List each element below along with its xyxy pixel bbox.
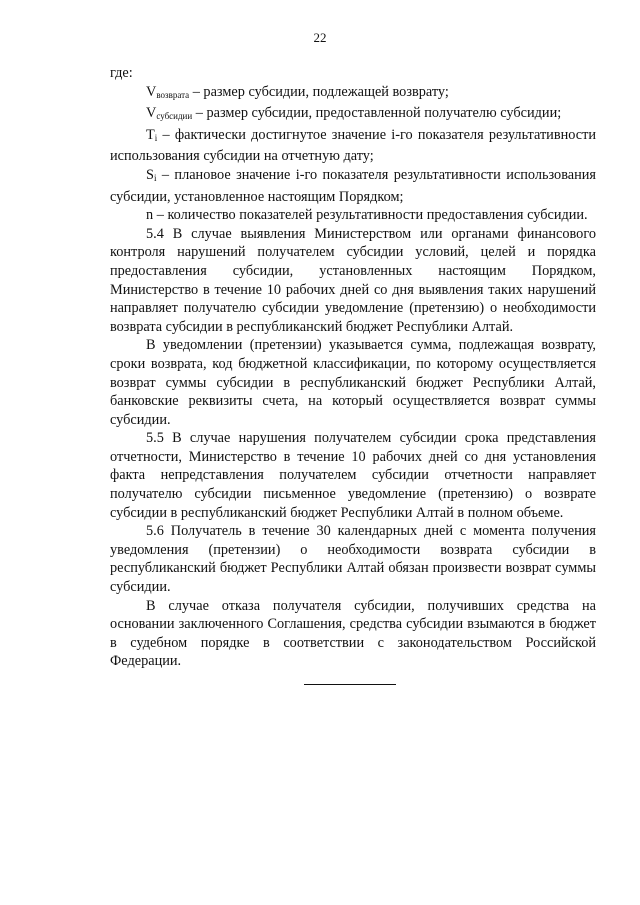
definition-v-return bbox=[110, 83, 596, 105]
definition-symbol: S bbox=[146, 166, 154, 183]
paragraph-5-5: 5.5 В случае нарушения получателем субсидии срока представления отчетности, Министерство в течение 10 рабочих дней со дня установления факта непредставления получателем субсидии отчетности направляет получателю субсидии письменное уведомление (претензию) о возврате субсидии в республиканский бюджет Республики Алтай в полном объеме. bbox=[110, 430, 596, 521]
definition-subscript: субсидии bbox=[156, 111, 193, 122]
paragraph-5-4: 5.4 В случае выявления Министерством или органами финансового контроля нарушений получателем субсидии условий, целей и порядка предоставления субсидии, установленных настоящим Порядком, Министерство в течение 10 рабочих дней со дня выявления таких нарушений направляет получателю субсидии уведомление (претензию) о необходимости возврата субсидии в республиканский бюджет Республики Алтай. bbox=[110, 225, 596, 335]
definition-symbol: n bbox=[146, 207, 154, 224]
definition-symbol: T bbox=[146, 126, 155, 143]
definition-n bbox=[110, 206, 596, 225]
definition-text: – количество показателей результативности предоставления субсидии. bbox=[153, 207, 588, 224]
definition-subscript: возврата bbox=[156, 89, 190, 100]
definition-subscript: i bbox=[153, 172, 157, 183]
definition-text: – плановое значение i-го показателя результативности использования субсидии, установленное настоящим Порядком; bbox=[110, 166, 596, 205]
definition-symbol: V bbox=[146, 83, 157, 100]
end-separator-line bbox=[304, 684, 396, 685]
definition-text: – фактически достигнутое значение i-го показателя результативности использования субсидии на отчетную дату; bbox=[110, 126, 596, 165]
document-body bbox=[110, 64, 596, 671]
definition-text: – размер субсидии, предоставленной получателю субсидии; bbox=[192, 105, 562, 122]
intro-text: где: bbox=[110, 65, 133, 81]
paragraph-refusal: В случае отказа получателя субсидии, получивших средства на основании заключенного Соглашения, средства субсидии взымаются в бюджет в судебном порядке в соответствии с законодательством Российской Федерации. bbox=[110, 597, 596, 670]
page-number: 22 bbox=[313, 30, 327, 45]
definition-v-subsidy bbox=[110, 104, 596, 126]
definition-text: – размер субсидии, подлежащей возврату; bbox=[189, 83, 449, 100]
definition-t-i bbox=[110, 126, 596, 166]
definition-symbol: V bbox=[146, 105, 157, 122]
paragraph-notice-contents: В уведомлении (претензии) указывается сумма, подлежащая возврату, сроки возврата, код бюджетной классификации, по которому осуществляется возврат суммы субсидии в республиканский бюджет Республики Алтай, банковские реквизиты счета, на который осуществляется возврат суммы субсидии. bbox=[110, 337, 596, 428]
paragraph-5-6: 5.6 Получатель в течение 30 календарных дней с момента получения уведомления (претензии) о необходимости возврата субсидии в республиканский бюджет Республики Алтай обязан произвести возврат суммы субсидии. bbox=[110, 523, 596, 596]
definition-s-i bbox=[110, 166, 596, 206]
definition-subscript: i bbox=[154, 132, 158, 143]
